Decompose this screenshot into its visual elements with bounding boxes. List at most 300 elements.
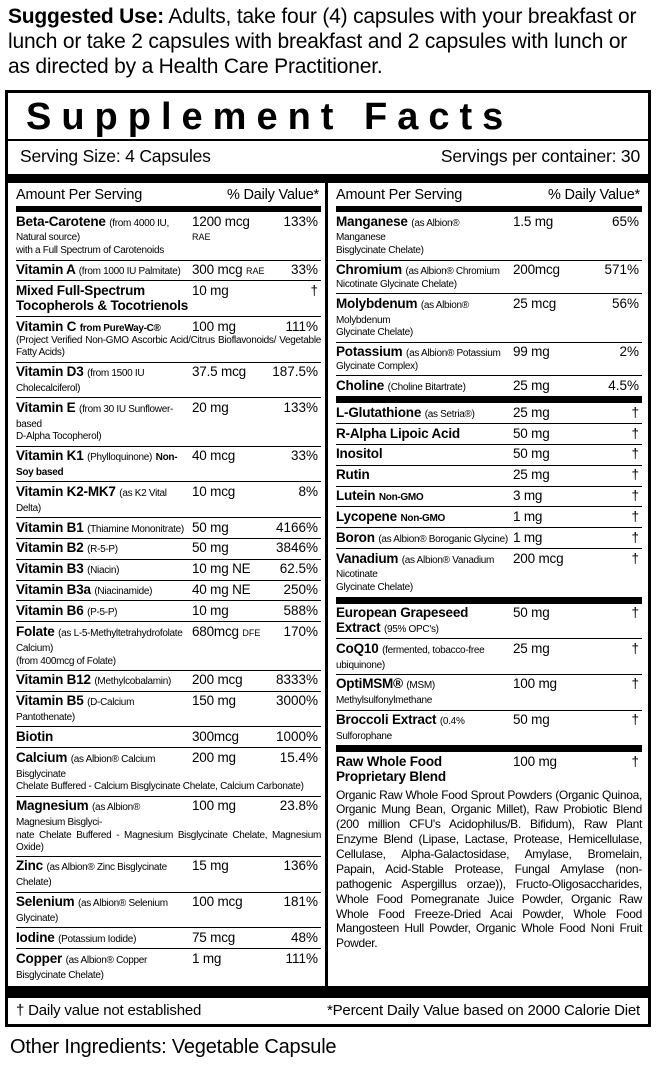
nutrient-sub-detail: Bisglycinate Chelate) <box>336 245 424 257</box>
nutrient-row-main <box>336 510 642 525</box>
nutrient-amount <box>192 215 270 245</box>
nutrient-row <box>16 948 321 984</box>
amount-value: 40 mg NE <box>192 582 251 598</box>
amount-per-serving-label: Amount Per Serving <box>336 187 463 204</box>
nutrient-name-cell <box>336 642 513 672</box>
nutrient-daily-value: † <box>631 467 639 483</box>
nutrient-row <box>336 465 642 486</box>
nutrient-name-cell <box>336 489 513 504</box>
nutrient-row <box>16 397 321 445</box>
amount-value: 50 mg <box>513 446 550 462</box>
nutrient-section <box>336 396 642 596</box>
nutrient-daily-value: 136% <box>283 858 318 874</box>
nutrient-detail: (as Albion® Chromium <box>405 266 500 278</box>
nutrient-name: Selenium <box>16 894 75 910</box>
nutrient-amount <box>513 531 591 546</box>
nutrient-row-main <box>336 263 642 278</box>
nutrient-name: Choline <box>336 377 385 393</box>
nutrient-row-main <box>336 215 642 245</box>
nutrient-name-cell <box>336 427 513 442</box>
nutrient-daily-value: 1000% <box>275 728 318 744</box>
nutrient-name: Vitamin B12 <box>16 672 91 688</box>
nutrient-name-cell <box>16 751 192 781</box>
nutrient-row-main <box>336 345 642 360</box>
nutrient-name: Vitamin B6 <box>16 602 84 618</box>
nutrient-name-cell <box>16 320 192 335</box>
nutrient-tag: Non-GMO <box>400 512 446 524</box>
amount-value: 3 mg <box>513 488 543 504</box>
nutrient-name-cell <box>16 284 192 314</box>
panel-title: Supplement Facts <box>8 93 648 142</box>
nutrient-daily-value: 33% <box>290 262 318 278</box>
nutrient-row <box>336 342 642 376</box>
nutrient-name: OptiMSM® <box>336 676 403 692</box>
nutrient-row <box>16 481 321 517</box>
nutrient-daily-value: 170% <box>283 623 318 639</box>
nutrient-name-cell <box>16 365 192 395</box>
other-ingredients: Other Ingredients: Vegetable Capsule <box>10 1035 337 1058</box>
nutrient-daily-value: 181% <box>283 894 318 910</box>
nutrient-detail: (as Albion® Zinc Bisglycinate Chelate) <box>16 862 167 889</box>
nutrient-amount <box>192 320 270 335</box>
nutrient-name-cell <box>336 755 513 785</box>
nutrient-name: Vanadium <box>336 550 399 566</box>
amount-value: 50 mg <box>513 425 550 441</box>
nutrient-detail: (from 30 IU Sunflower-based <box>16 403 174 430</box>
nutrient-row <box>16 796 321 856</box>
amount-value: 15 mg <box>192 858 229 874</box>
nutrient-detail: (Methylcobalamin) <box>94 676 172 688</box>
nutrient-name-cell <box>16 263 192 278</box>
nutrient-row <box>336 527 642 548</box>
nutrient-detail: (D-Calcium Pantothenate) <box>16 697 135 723</box>
nutrient-daily-value: 4.5% <box>608 377 639 393</box>
nutrient-daily-value: † <box>631 676 639 692</box>
nutrient-amount <box>192 931 270 946</box>
nutrient-detail: (0.4% Sulforophane <box>336 716 465 742</box>
nutrient-row <box>16 580 321 601</box>
nutrient-row <box>16 600 321 621</box>
nutrient-amount <box>192 449 270 464</box>
nutrient-name: Beta-Carotene <box>16 213 106 229</box>
nutrient-daily-value: † <box>631 425 639 441</box>
nutrient-row-main <box>336 468 642 483</box>
nutrient-amount <box>513 297 591 312</box>
nutrient-row-main <box>16 215 321 245</box>
nutrient-name-cell <box>16 562 192 577</box>
nutrient-daily-value: 33% <box>290 448 318 464</box>
nutrient-detail: (from 4000 IU, Natural source) <box>16 217 169 244</box>
nutrient-amount <box>513 379 591 394</box>
nutrient-row-main <box>16 521 321 536</box>
nutrient-row <box>16 670 321 691</box>
nutrient-name-cell <box>336 215 513 245</box>
nutrient-name: Raw Whole Food Proprietary Blend <box>336 753 446 784</box>
nutrient-daily-value: 133% <box>283 399 318 415</box>
nutrient-name: Broccoli Extract <box>336 712 437 728</box>
nutrient-daily-value: 3000% <box>275 693 318 709</box>
nutrient-amount <box>513 489 591 504</box>
nutrient-name-cell <box>336 468 513 483</box>
nutrient-amount <box>192 263 270 278</box>
amount-value: 10 mg <box>192 602 229 618</box>
nutrient-row-main <box>16 952 321 982</box>
nutrient-row-main <box>16 931 321 946</box>
nutrient-name: Zinc <box>16 858 43 874</box>
nutrient-daily-value: 48% <box>290 929 318 945</box>
nutrient-name-cell <box>16 895 192 925</box>
nutrient-name-cell <box>336 713 513 743</box>
nutrient-row <box>16 517 321 538</box>
nutrient-row-main <box>16 694 321 724</box>
nutrient-amount <box>513 215 591 230</box>
nutrient-name-cell <box>336 677 513 707</box>
nutrient-amount <box>513 713 591 728</box>
amount-value: 75 mcg <box>192 929 236 945</box>
nutrient-name: Lutein <box>336 488 376 504</box>
nutrient-row <box>336 293 642 341</box>
nutrient-name: Mixed Full-Spectrum Tocopherols & Tocotrienols <box>16 282 189 313</box>
nutrient-row-main <box>16 625 321 655</box>
nutrient-row-main <box>16 284 321 314</box>
nutrient-detail: (Thiamine Mononitrate) <box>87 523 184 535</box>
nutrient-amount <box>513 427 591 442</box>
nutrient-detail: (as Albion® Boroganic Glycine) <box>378 533 508 545</box>
nutrient-row <box>336 548 642 596</box>
amount-value: 25 mcg <box>513 295 557 311</box>
nutrient-row <box>16 856 321 892</box>
nutrient-amount <box>192 859 270 874</box>
nutrient-row <box>336 710 642 746</box>
serving-row <box>8 141 648 174</box>
nutrient-name-cell <box>336 263 513 278</box>
nutrient-detail: (as Albion® Molybdenum <box>336 299 469 326</box>
nutrient-amount <box>513 642 591 657</box>
nutrient-amount <box>192 751 270 766</box>
nutrient-row <box>16 747 321 795</box>
divider-bar-bottom <box>8 986 648 998</box>
nutrient-name: Lycopene <box>336 508 397 524</box>
amount-value: 20 mg <box>192 399 229 415</box>
nutrient-detail: (Niacin) <box>87 565 120 577</box>
amount-value: 25 mg <box>513 640 550 656</box>
nutrition-columns <box>8 183 648 986</box>
nutrient-amount <box>513 447 591 462</box>
nutrient-detail: (Potassium Iodide) <box>58 933 137 945</box>
nutrient-detail: (Niacinamide) <box>94 586 153 598</box>
nutrient-row <box>16 260 321 281</box>
nutrient-row-main <box>16 751 321 781</box>
nutrient-row <box>16 212 321 259</box>
nutrient-row-main <box>16 895 321 925</box>
amount-value: 37.5 mcg <box>192 364 246 380</box>
nutrient-name-cell <box>16 730 192 745</box>
nutrient-row-main <box>336 677 642 707</box>
amount-value: 40 mcg <box>192 448 236 464</box>
amount-value: 50 mg <box>192 540 229 556</box>
nutrient-daily-value: † <box>631 404 639 420</box>
nutrient-amount <box>192 799 270 814</box>
nutrient-detail: (as Albion® Selenium Glycinate) <box>16 898 168 924</box>
amount-value: 10 mcg <box>192 483 236 499</box>
nutrient-row <box>336 674 642 710</box>
nutrient-daily-value: 2% <box>619 344 639 360</box>
nutrient-name: Vitamin K1 <box>16 448 84 464</box>
nutrient-detail: (from 1500 IU Cholecalciferol) <box>16 368 145 394</box>
amount-value: 200 mcg <box>513 550 564 566</box>
amount-unit-note: DFE <box>242 627 261 638</box>
amount-value: 150 mg <box>192 693 236 709</box>
nutrient-sub-detail: (Project Verified Non-GMO Ascorbic Acid/Citrus Bioflavonoids/ Vegetable Fatty Acids) <box>16 335 321 359</box>
amount-value: 99 mg <box>513 344 550 360</box>
nutrient-row-main <box>336 489 642 504</box>
nutrient-row-main <box>336 447 642 462</box>
nutrient-row <box>16 621 321 669</box>
nutrient-daily-value: 250% <box>283 582 318 598</box>
divider-bar-top <box>8 174 648 183</box>
nutrient-name: L-Glutathione <box>336 404 422 420</box>
nutrient-daily-value: 133% <box>283 213 318 229</box>
nutrient-row-main <box>336 427 642 442</box>
panel-footnotes <box>8 998 648 1024</box>
nutrient-daily-value: † <box>631 550 639 566</box>
amount-value: 300 mcg <box>192 262 243 278</box>
nutrient-name: Molybdenum <box>336 295 418 311</box>
amount-value: 300mcg <box>192 728 239 744</box>
nutrient-detail: (P-5-P) <box>87 606 118 618</box>
nutrient-name: Vitamin K2-MK7 <box>16 483 116 499</box>
nutrient-section <box>16 212 321 984</box>
nutrient-name: Vitamin B2 <box>16 540 84 556</box>
nutrient-amount <box>192 625 270 640</box>
nutrient-detail: (Choline Bitartrate) <box>387 381 466 393</box>
amount-value: 25 mg <box>513 467 550 483</box>
nutrient-row <box>336 403 642 423</box>
nutrient-name-cell <box>16 673 192 688</box>
amount-per-serving-label: Amount Per Serving <box>16 187 143 204</box>
nutrient-description: Organic Raw Whole Food Sprout Powders (Organic Quinoa, Organic Mung Bean, Organic Millet), Raw Probiotic Blend (200 million CFU's Acidophilus/B. Bifidum), Raw Plant Enzyme Blend (Lipase, Lactase, Protease, Hemicellulase, Cellulase, Alpha-Galactosidase, Amylase, Bromelain, Papain, Acid-Stable Protease, Fungal Amylase (non-pathogenic Aspergillus orzae)), Fructo-Oligosaccharides, Whole Food Pomegranate Juice Powder, Organic Raw Whole Food Freeze-Dried Acai Powder, Whole Food Mangosteen Hull Powder, Organic Whole Food Noni Fruit Powder. <box>336 787 642 951</box>
nutrient-name: Copper <box>16 950 63 966</box>
amount-value: 50 mg <box>192 519 229 535</box>
nutrient-name-cell <box>336 379 513 394</box>
nutrient-row <box>16 316 321 361</box>
nutrient-name-cell <box>16 604 192 619</box>
amount-value: 680mcg <box>192 623 239 639</box>
amount-value: 1 mg <box>513 508 543 524</box>
amount-value: 50 mg <box>513 605 550 621</box>
nutrient-row-main <box>336 297 642 327</box>
nutrient-amount <box>513 677 591 692</box>
nutrient-sub-detail: nate Chelate Buffered - Magnesium Bisglycinate Chelate, Magnesium Oxide) <box>16 829 321 853</box>
nutrient-section <box>336 212 642 396</box>
nutrient-row-main <box>16 401 321 431</box>
nutrient-row <box>336 638 642 674</box>
amount-value: 100 mg <box>192 798 236 814</box>
nutrient-row-main <box>16 541 321 556</box>
nutrient-name: Vitamin B5 <box>16 693 84 709</box>
nutrient-amount <box>192 562 270 577</box>
nutrient-amount <box>192 604 270 619</box>
amount-value: 50 mg <box>513 712 550 728</box>
amount-value: 100 mcg <box>192 894 243 910</box>
nutrient-sub-detail: D-Alpha Tocopherol) <box>16 431 102 443</box>
left-column-header <box>16 183 321 206</box>
nutrient-name-cell <box>336 406 513 421</box>
nutrient-sub-detail: Glycinate Complex) <box>336 361 418 373</box>
daily-value-label: % Daily Value* <box>226 187 319 204</box>
nutrient-amount <box>192 365 270 380</box>
suggested-use-label: Suggested Use: <box>8 5 164 28</box>
nutrient-amount <box>513 606 591 621</box>
nutrient-tag: from PureWay-C® <box>79 322 161 334</box>
nutrient-daily-value: 187.5% <box>272 364 318 380</box>
nutrient-name-cell <box>16 625 192 655</box>
nutrient-row <box>16 691 321 727</box>
nutrient-name: Manganese <box>336 213 408 229</box>
nutrient-row <box>16 446 321 482</box>
nutrient-row-main <box>336 606 642 636</box>
nutrient-amount <box>513 552 591 567</box>
nutrient-daily-value: † <box>631 446 639 462</box>
nutrient-section <box>336 597 642 746</box>
nutrient-row-main <box>16 799 321 829</box>
nutrient-detail: (fermented, tobacco-free ubiquinone) <box>336 644 485 671</box>
amount-value: 100 mg <box>513 676 557 692</box>
nutrient-amount <box>513 406 591 421</box>
nutrient-name-cell <box>16 485 192 515</box>
nutrient-amount <box>192 583 270 598</box>
nutrient-amount <box>192 485 270 500</box>
nutrient-row <box>16 927 321 948</box>
nutrient-row-main <box>16 320 321 335</box>
amount-value: 1200 mcg <box>192 213 250 229</box>
nutrient-amount <box>192 673 270 688</box>
nutrient-daily-value: 8333% <box>275 672 318 688</box>
amount-value: 200mcg <box>513 262 560 278</box>
nutrient-row-main <box>336 552 642 582</box>
amount-value: 1 mg <box>192 950 222 966</box>
nutrient-row <box>336 604 642 639</box>
nutrient-name: Vitamin D3 <box>16 364 84 380</box>
nutrient-detail: (as Albion® Magnesium Bisglyci- <box>16 802 141 829</box>
nutrient-detail: (MSM) Methylsulfonylmethane <box>336 680 435 707</box>
nutrient-sub-detail: with a Full Spectrum of Carotenoids <box>16 245 164 257</box>
suggested-use-text <box>0 0 656 90</box>
nutrient-name: Potassium <box>336 344 403 360</box>
nutrient-name: Folate <box>16 623 55 639</box>
nutrient-row <box>336 506 642 527</box>
amount-value: 100 mg <box>192 318 236 334</box>
amount-value: 1 mg <box>513 529 543 545</box>
nutrient-name: Vitamin E <box>16 399 76 415</box>
nutrient-amount <box>192 284 270 299</box>
nutrient-name: Calcium <box>16 749 68 765</box>
nutrient-row <box>16 559 321 580</box>
left-column <box>8 183 328 986</box>
nutrient-daily-value: 111% <box>285 318 318 334</box>
nutrient-detail: (from 1000 IU Palmitate) <box>78 266 181 278</box>
nutrient-row <box>16 538 321 559</box>
nutrient-name: European Grapeseed Extract <box>336 605 469 635</box>
nutrient-name-cell <box>16 401 192 431</box>
nutrient-row-main <box>336 406 642 421</box>
nutrient-name-cell <box>336 345 513 360</box>
amount-value: 100 mg <box>513 753 557 769</box>
nutrient-amount <box>513 263 591 278</box>
nutrient-name-cell <box>16 931 192 946</box>
nutrient-name: Rutin <box>336 467 370 483</box>
amount-value: 25 mg <box>513 377 550 393</box>
nutrient-tag: Non-Soy based <box>16 452 178 479</box>
nutrient-daily-value: † <box>310 282 318 298</box>
nutrient-detail: (as K2 Vital Delta) <box>16 487 167 514</box>
nutrient-name-cell <box>336 447 513 462</box>
nutrient-name: Inositol <box>336 446 383 462</box>
nutrient-row-main <box>16 365 321 395</box>
nutrient-sub-detail: Glycinate Chelate) <box>336 327 413 339</box>
nutrient-detail: (as Albion® Manganese <box>336 217 460 244</box>
nutrient-row-main <box>16 562 321 577</box>
nutrient-name-cell <box>336 531 513 546</box>
nutrient-amount <box>192 401 270 416</box>
nutrient-row-main <box>16 263 321 278</box>
nutrient-daily-value: † <box>631 508 639 524</box>
nutrient-name: CoQ10 <box>336 640 379 656</box>
nutrient-amount <box>192 952 270 967</box>
nutrient-row <box>16 362 321 398</box>
nutrient-amount <box>192 521 270 536</box>
nutrient-amount <box>513 755 591 770</box>
suggested-use-body: Adults, take four (4) capsules with your breakfast or lunch or take 2 capsules with breakfast and 2 capsules with lunch or as directed by a Health Care Practitioner. <box>8 5 637 79</box>
nutrient-name-cell <box>16 694 192 724</box>
nutrient-amount <box>513 468 591 483</box>
nutrient-row <box>16 280 321 316</box>
nutrient-daily-value: † <box>631 605 639 621</box>
nutrient-row-main <box>16 859 321 889</box>
amount-unit-note: RAE <box>245 266 265 277</box>
nutrient-row-main <box>16 730 321 745</box>
nutrient-row-main <box>16 673 321 688</box>
nutrient-detail: (as Setria®) <box>424 408 475 420</box>
amount-value: 200 mcg <box>192 672 243 688</box>
nutrient-sub-detail: Glycinate Chelate) <box>336 582 413 594</box>
nutrient-daily-value: † <box>631 640 639 656</box>
nutrient-detail: (R-5-P) <box>87 544 118 556</box>
right-sections <box>336 212 642 954</box>
amount-unit-note: RAE <box>192 232 211 243</box>
nutrient-row-main <box>16 485 321 515</box>
nutrient-amount <box>192 895 270 910</box>
nutrient-name-cell <box>16 952 192 982</box>
nutrient-detail: (as Albion® Vanadium Nicotinate <box>336 554 495 581</box>
nutrient-name-cell <box>16 799 192 829</box>
nutrient-row <box>16 726 321 747</box>
amount-value: 1.5 mg <box>513 213 554 229</box>
nutrient-daily-value: 111% <box>285 950 318 966</box>
nutrient-sub-detail: Nicotinate Glycinate Chelate) <box>336 278 457 290</box>
nutrient-amount <box>192 541 270 556</box>
right-column-header <box>336 183 642 206</box>
nutrient-name-cell <box>336 606 513 636</box>
nutrient-row-main <box>16 449 321 479</box>
nutrient-row-main <box>336 642 642 672</box>
nutrient-name: Vitamin B3a <box>16 582 91 598</box>
nutrient-daily-value: † <box>631 712 639 728</box>
nutrient-row <box>336 375 642 396</box>
nutrient-daily-value: 3846% <box>275 540 318 556</box>
nutrient-row-main <box>336 755 642 785</box>
nutrient-amount <box>513 345 591 360</box>
